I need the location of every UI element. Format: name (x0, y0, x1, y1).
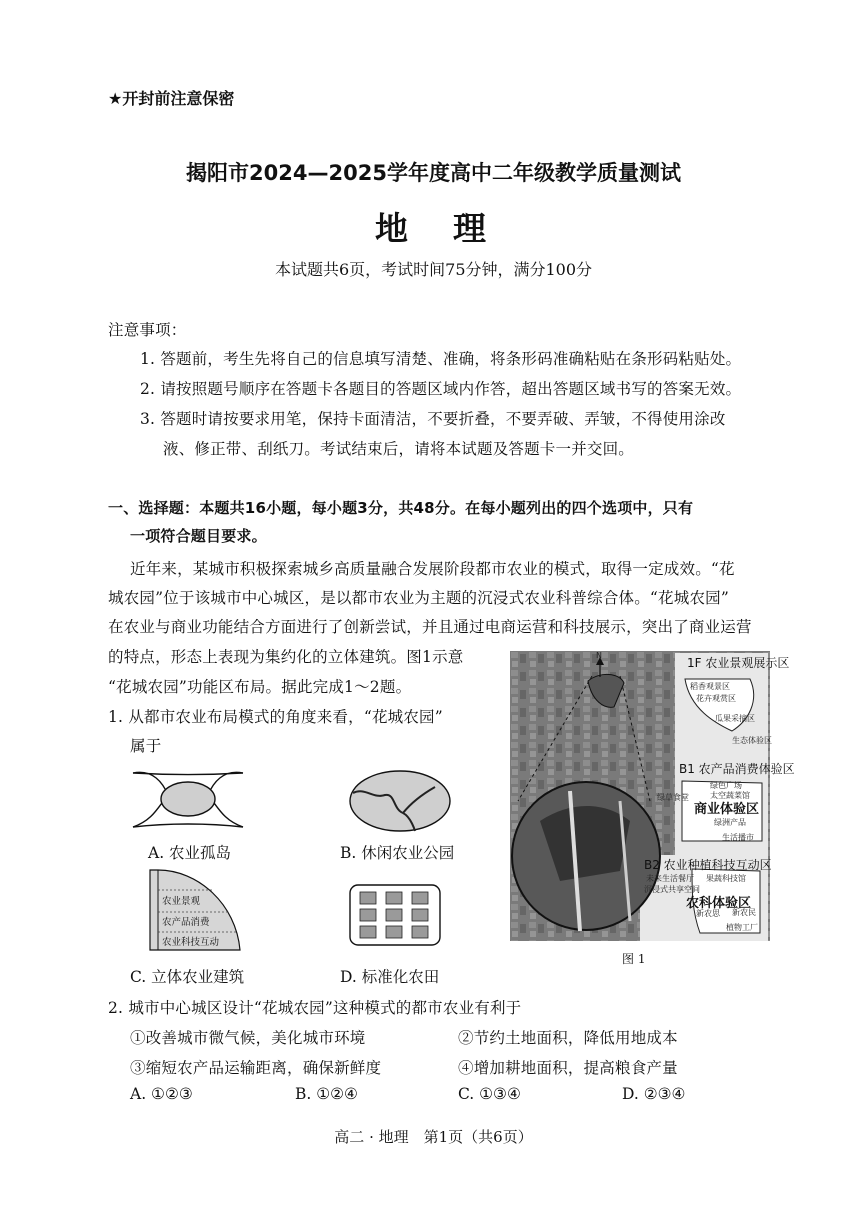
zone3-title: B2 农业种植科技互动区 (644, 858, 772, 872)
zone2-label: 绿洲产品 (714, 818, 746, 827)
zone3-label: 果蔬科技馆 (706, 874, 746, 883)
zone1-label: 瓜果采摘区 (715, 714, 755, 723)
zone2-label: 生活播市 (722, 833, 754, 842)
q2-item: ③缩短农产品运输距离，确保新鲜度 (130, 1059, 382, 1077)
exam-info: 本试题共6页，考试时间75分钟，满分100分 (274, 260, 593, 279)
q2-item: ①改善城市微气候，美化城市环境 (130, 1029, 366, 1047)
zone1-title: 1F 农业景观展示区 (687, 656, 790, 670)
zone1-label: 花卉观赏区 (696, 694, 736, 703)
q1-option-a[interactable]: A. 农业孤岛 (148, 844, 232, 862)
section-heading-cont: 一项符合题目要求。 (130, 527, 267, 545)
zone2-label: 太空蔬菜馆 (710, 791, 750, 800)
passage-line: 城农园”位于该城市中心城区，是以都市农业为主题的沉浸式农业科普综合体。“花城农园” (108, 589, 729, 607)
zone2-label: 绿色广场 (710, 781, 742, 790)
note-item: 1. 答题前，考生先将自己的信息填写清楚、准确，将条形码准确粘贴在条形码粘贴处。 (140, 350, 742, 368)
q2-option-c[interactable]: C. ①③④ (458, 1085, 521, 1103)
section-heading: 一、选择题：本题共16小题，每小题3分，共48分。在每小题列出的四个选项中，只有 (108, 499, 694, 517)
zone3-label: 沉浸式共享空间 (644, 885, 700, 894)
notes-heading: 注意事项： (108, 321, 187, 339)
zone1-label: 稻香观景区 (690, 682, 730, 691)
zone2-title: B1 农产品消费体验区 (679, 762, 795, 776)
zone3-label: 新农民 (732, 908, 756, 917)
diagram-c-label: 农产品消费 (162, 917, 210, 928)
diagram-standard-farmland (348, 883, 442, 947)
diagram-c-label: 农业科技互动 (162, 937, 220, 948)
passage-line: 在农业与商业功能结合方面进行了创新尝试，并且通过电商运营和科技展示，突出了商业运营 (108, 618, 752, 636)
note-item: 3. 答题时请按要求用笔，保持卡面清洁，不要折叠，不要弄破、弄皱，不得使用涂改 (140, 410, 726, 428)
passage-line: “花城农园”功能区布局。据此完成1～2题。 (108, 678, 412, 696)
q1-option-d[interactable]: D. 标准化农田 (340, 968, 440, 986)
exam-title: 揭阳市2024—2025学年度高中二年级教学质量测试 (186, 161, 681, 185)
q2-stem: 2. 城市中心城区设计“花城农园”这种模式的都市农业有利于 (108, 999, 522, 1017)
q2-option-d[interactable]: D. ②③④ (622, 1085, 686, 1103)
diagram-c-label: 农业景观 (162, 896, 201, 907)
zone3-label: 新农思 (696, 909, 720, 918)
diagram-leisure-park (345, 765, 455, 835)
q2-item: ②节约土地面积，降低用地成本 (458, 1029, 678, 1047)
page-footer: 高二 · 地理 第1页（共6页） (334, 1128, 533, 1146)
passage-line: 的特点，形态上表现为集约化的立体建筑。图1示意 (108, 648, 464, 666)
zone2-big: 商业体验区 (694, 802, 760, 817)
note-item: 2. 请按照题号顺序在答题卡各题目的答题区域内作答，超出答题区域书写的答案无效。 (140, 380, 742, 398)
q1-option-c[interactable]: C. 立体农业建筑 (130, 968, 245, 986)
q2-item: ④增加耕地面积，提高粮食产量 (458, 1059, 678, 1077)
q1-stem-cont: 属于 (130, 737, 162, 755)
diagram-agricultural-island (128, 765, 248, 835)
figure1-caption: 图 1 (622, 952, 646, 966)
q1-option-b[interactable]: B. 休闲农业公园 (340, 844, 455, 862)
q1-stem: 1. 从都市农业布局模式的角度来看，“花城农园” (108, 708, 443, 726)
zone3-big: 农科体验区 (686, 896, 752, 911)
zone2-label: 绿草食堂 (657, 793, 689, 802)
q2-option-a[interactable]: A. ①②③ (130, 1085, 193, 1103)
subject-title: 地 理 (375, 209, 492, 248)
note-item: 液、修正带、刮纸刀。考试结束后，请将本试题及答题卡一并交回。 (163, 440, 635, 458)
confidential-notice: ★开封前注意保密 (108, 89, 235, 108)
zone3-label: 植物工厂 (726, 923, 758, 932)
north-label: N (596, 651, 602, 660)
figure1-map (510, 651, 795, 941)
zone1-label: 生态体验区 (732, 736, 772, 745)
zone3-label: 未来生活餐厅 (646, 874, 694, 883)
passage-line: 近年来，某城市积极探索城乡高质量融合发展阶段都市农业的模式，取得一定成效。“花 (130, 560, 735, 578)
q2-option-b[interactable]: B. ①②④ (295, 1085, 358, 1103)
